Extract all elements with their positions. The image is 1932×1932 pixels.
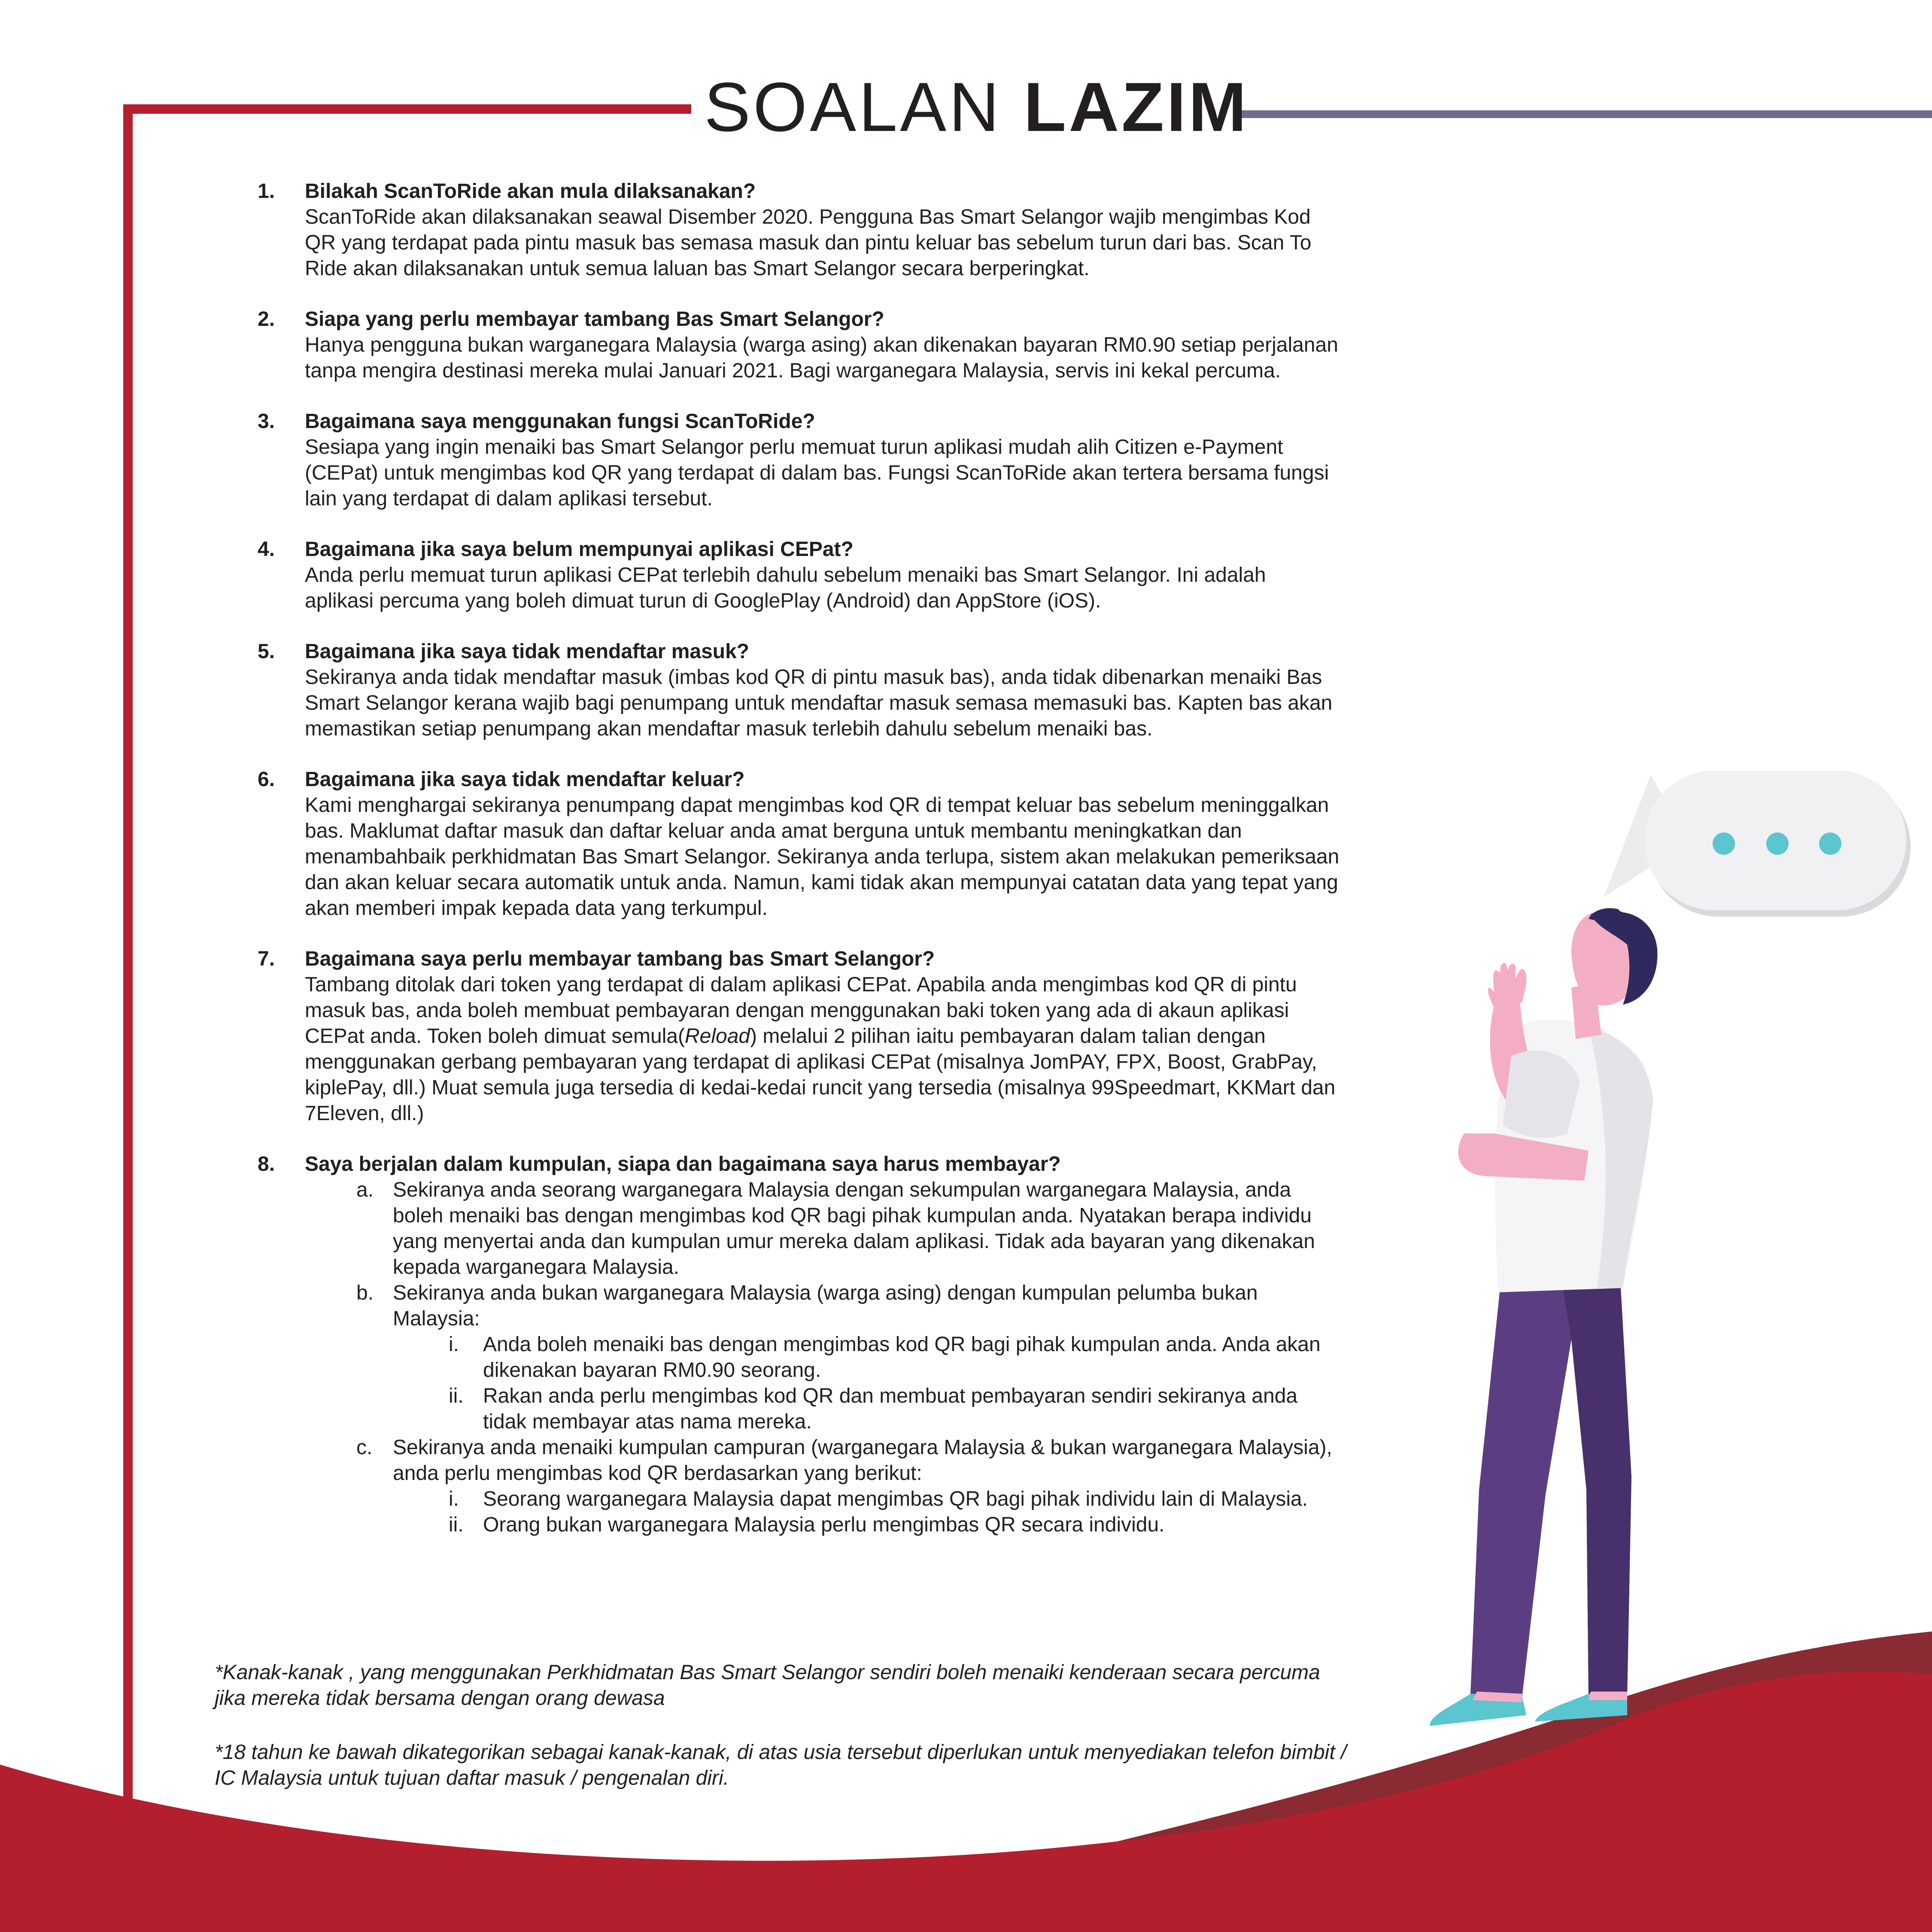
sub-item-c-i — [393, 1486, 1340, 1512]
subsub-text: Seorang warganegara Malaysia dapat mengimbas QR bagi pihak individu lain di Malaysia. — [483, 1488, 1308, 1510]
sub-item-c — [305, 1435, 1340, 1538]
faq-item-6 — [240, 767, 1340, 921]
faq-question: Bilakah ScanToRide akan mula dilaksanakan? — [305, 180, 756, 203]
sub-item-a — [305, 1177, 1340, 1280]
faq-item-7 — [240, 946, 1340, 1127]
sub-item-b-ii — [393, 1383, 1340, 1435]
frame-right-line — [1236, 110, 1932, 118]
faq-list — [240, 179, 1340, 1563]
faq-number: 3. — [258, 410, 275, 433]
subsub-marker: ii. — [449, 1513, 464, 1536]
faq-question: Bagaimana jika saya tidak mendaftar masuk? — [305, 640, 750, 663]
faq-number: 1. — [258, 180, 275, 203]
footnote-age: *18 tahun ke bawah dikategorikan sebagai kanak-kanak, di atas usia tersebut diperlukan untuk menyediakan telefon bimbit / IC Malaysia untuk tujuan daftar masuk / pengenalan diri. — [215, 1741, 1347, 1789]
faq-question: Bagaimana jika saya tidak mendaftar keluar? — [305, 768, 745, 791]
dot-icon — [1766, 832, 1789, 855]
faq-item-3 — [240, 409, 1340, 512]
faq-item-2 — [240, 307, 1340, 384]
faq-question: Bagaimana saya menggunakan fungsi ScanToRide? — [305, 410, 815, 433]
page-title — [704, 64, 1249, 150]
faq-number: 4. — [258, 538, 275, 561]
dot-icon — [1713, 832, 1735, 855]
title-bold: LAZIM — [1024, 68, 1249, 146]
title-light: SOALAN — [704, 68, 1002, 146]
answer-part: Tambang ditolak dari token yang terdapat di dalam aplikasi CEPat. Apabila anda mengimbas kod QR di pintu masuk bas, anda boleh membuat pembayaran dengan menggunakan baki token yang ada di akaun aplikasi CEPat anda. Token boleh dimuat semula( — [305, 973, 1297, 1048]
subsub-marker: i. — [449, 1333, 459, 1356]
faq-answer: Hanya pengguna bukan warganegara Malaysia (warga asing) akan dikenakan bayaran RM0.90 setiap perjalanan tanpa mengira destinasi mereka mulai Januari 2021. Bagi warganegara Malaysia, servis ini kekal percuma. — [305, 334, 1338, 382]
answer-part: ) melalui 2 pilihan iaitu pembayaran dalam talian dengan menggunakan gerbang pembayaran yang terdapat di aplikasi CEPat (misalnya JomPAY, FPX, Boost, GrabPay, kiplePay, dll.) Muat semula juga tersedia di kedai-kedai runcit yang tersedia (misalnya 99Speedmart, KKMart dan 7Eleven, dll.) — [305, 1025, 1336, 1125]
subsub-text: Orang bukan warganegara Malaysia perlu mengimbas QR secara individu. — [483, 1513, 1165, 1536]
dot-icon — [1819, 832, 1841, 855]
sub-text: Sekiranya anda menaiki kumpulan campuran (warganegara Malaysia & bukan warganegara Malaysia), anda perlu mengimbas kod QR berdasarkan yang berikut: — [393, 1436, 1332, 1485]
subsub-marker: i. — [449, 1488, 459, 1510]
faq-answer: ScanToRide akan dilaksanakan seawal Disember 2020. Pengguna Bas Smart Selangor wajib mengimbas Kod QR yang terdapat pada pintu masuk bas semasa masuk dan pintu keluar bas sebelum turun dari bas. Scan To Ride akan dilaksanakan untuk semua laluan bas Smart Selangor secara berperingkat. — [305, 206, 1312, 280]
speech-bubble-icon — [1604, 771, 1911, 917]
faq-number: 8. — [258, 1153, 275, 1176]
sub-marker: c. — [356, 1436, 373, 1459]
faq-item-8 — [240, 1151, 1340, 1538]
sub-marker: b. — [356, 1282, 374, 1304]
sub-item-b-i — [393, 1332, 1340, 1383]
footnote-children: *Kanak-kanak , yang menggunakan Perkhidmatan Bas Smart Selangor sendiri boleh menaiki kenderaan secara percuma jika mereka tidak bersama dengan orang dewasa — [215, 1661, 1320, 1710]
faq-number: 5. — [258, 640, 275, 663]
faq-question: Saya berjalan dalam kumpulan, siapa dan bagaimana saya harus membayar? — [305, 1153, 1061, 1176]
faq-item-5 — [240, 639, 1340, 742]
subsub-text: Anda boleh menaiki bas dengan mengimbas kod QR bagi pihak kumpulan anda. Anda akan dikenakan bayaran RM0.90 seorang. — [483, 1333, 1321, 1382]
frame-left-line — [123, 104, 133, 1817]
faq-number: 2. — [258, 308, 275, 331]
faq-item-4 — [240, 537, 1340, 614]
faq-answer: Sekiranya anda tidak mendaftar masuk (imbas kod QR di pintu masuk bas), anda tidak dibenarkan menaiki Bas Smart Selangor kerana wajib bagi penumpang untuk mendaftar masuk semasa memasuki bas. Kapten bas akan memastikan setiap penumpang akan mendaftar masuk terlebih dahulu sebelum menaiki bas. — [305, 666, 1333, 740]
frame-top-line — [123, 104, 691, 114]
faq-answer: Sesiapa yang ingin menaiki bas Smart Selangor perlu memuat turun aplikasi mudah alih Citizen e-Payment (CEPat) untuk mengimbas kod QR yang terdapat di dalam bas. Fungsi ScanToRide akan tertera bersama fungsi lain yang terdapat di dalam aplikasi tersebut. — [305, 436, 1329, 510]
faq-answer: Anda perlu memuat turun aplikasi CEPat terlebih dahulu sebelum menaiki bas Smart Selangor. Ini adalah aplikasi percuma yang boleh dimuat turun di GooglePlay (Android) dan AppStore (iOS). — [305, 564, 1266, 612]
sub-item-b — [305, 1280, 1340, 1435]
sub-text: Sekiranya anda bukan warganegara Malaysia (warga asing) dengan kumpulan pelumba bukan Malaysia: — [393, 1282, 1258, 1330]
faq-item-1 — [240, 179, 1340, 282]
faq-question: Bagaimana saya perlu membayar tambang bas Smart Selangor? — [305, 948, 935, 970]
sub-item-c-ii — [393, 1512, 1340, 1538]
person-illustration — [1430, 908, 1657, 1726]
subsub-text: Rakan anda perlu mengimbas kod QR dan membuat pembayaran sendiri sekiranya anda tidak membayar atas nama mereka. — [483, 1385, 1298, 1433]
faq-number: 6. — [258, 768, 275, 791]
subsub-marker: ii. — [449, 1385, 464, 1407]
faq-question: Bagaimana jika saya belum mempunyai aplikasi CEPat? — [305, 538, 854, 561]
faq-question: Siapa yang perlu membayar tambang Bas Smart Selangor? — [305, 308, 884, 331]
answer-emphasis: Reload — [684, 1025, 750, 1048]
faq-answer — [305, 972, 1340, 1127]
faq-number: 7. — [258, 948, 275, 970]
sub-marker: a. — [356, 1179, 374, 1201]
sub-text: Sekiranya anda seorang warganegara Malaysia dengan sekumpulan warganegara Malaysia, anda boleh menaiki bas dengan mengimbas kod QR bagi pihak kumpulan anda. Nyatakan berapa individu yang menyertai anda dan kumpulan umur mereka dalam aplikasi. Tidak ada bayaran yang dikenakan kepada warganegara Malaysia. — [393, 1179, 1315, 1279]
faq-answer: Kami menghargai sekiranya penumpang dapat mengimbas kod QR di tempat keluar bas sebelum meninggalkan bas. Maklumat daftar masuk dan daftar keluar anda amat berguna untuk membantu meningkatkan dan menambahbaik perkhidmatan Bas Smart Selangor. Sekiranya anda terlupa, sistem akan melakukan pemeriksaan dan akan keluar secara automatik untuk anda. Namun, kami tidak akan mempunyai catatan data yang tepat yang akan memberi impak kepada data yang terkumpul. — [305, 794, 1340, 920]
